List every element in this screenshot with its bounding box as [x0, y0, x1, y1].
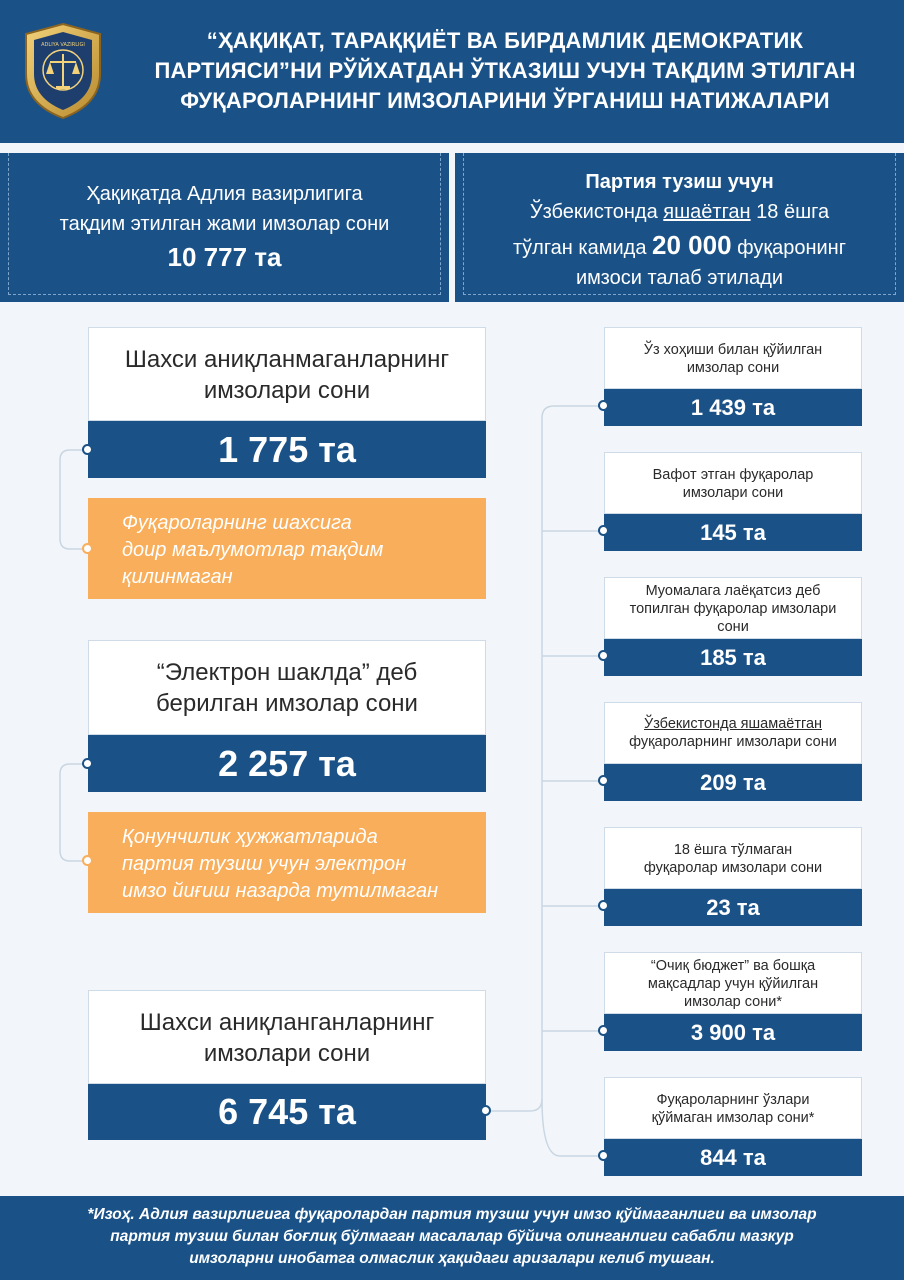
underage-signatures-card — [604, 827, 862, 889]
logo-text: ADLIYA VAZIRLIGI — [41, 42, 85, 48]
total-signatures-value: 10 777 та — [167, 242, 282, 272]
card-label-line: имзолар сони* — [684, 994, 782, 1010]
forged-signatures-value: 844 та — [604, 1139, 862, 1176]
requirement-heading: Партия тузиш учун — [585, 171, 774, 193]
voluntary-signatures-card — [604, 327, 862, 389]
requirement-line: тўлган камида 20 000 фуқаронинг — [513, 230, 846, 260]
card-label-line: Шахси аниқланмаганларнинг — [124, 346, 450, 373]
requirement-line: имзоси талаб этилади — [575, 267, 784, 289]
underage-signatures-value: 23 та — [604, 889, 862, 926]
card-label-line: сони — [717, 619, 749, 635]
card-label-line: “Очиқ бюджет” ва бошқа — [650, 958, 816, 974]
connector-dot — [598, 900, 609, 911]
title-line: ФУҚАРОЛАРНИНГ ИМЗОЛАРИНИ ЎРГАНИШ НАТИЖАЛАРИ — [180, 88, 830, 113]
title-line: ПАРТИЯСИ”НИ РЎЙХАТДАН ЎТКАЗИШ УЧУН ТАҚДИМ ЭТИЛГАН — [154, 58, 856, 83]
card-label-line: имзолари сони — [203, 377, 371, 404]
connector-dot — [480, 1105, 491, 1116]
connector-dot — [82, 758, 93, 769]
title-line: “ҲАҚИҚАТ, ТАРАҚҚИЁТ ВА БИРДАМЛИК ДЕМОКРАТИК — [206, 28, 804, 53]
footnote — [0, 1196, 904, 1280]
total-label-line: тақдим этилган жами имзолар сони — [59, 213, 390, 235]
requirement-line: Ўзбекистонда яшаётган 18 ёшга — [529, 201, 830, 223]
card-label-line: имзолари сони — [203, 1040, 371, 1067]
open-budget-signatures-card — [604, 952, 862, 1014]
electronic-reason-note — [88, 812, 486, 913]
connector-dot — [598, 400, 609, 411]
card-label-line: берилган имзолар сони — [156, 690, 418, 717]
identified-signatures-card — [88, 990, 486, 1084]
card-label-line: “Электрон шаклда” деб — [156, 659, 418, 686]
electronic-signatures-card — [88, 640, 486, 735]
card-label-line: имзолар сони — [686, 360, 780, 376]
card-label-line: Ўз хоҳиши билан қўйилган — [643, 342, 823, 358]
note-line: доир маълумотлар тақдим — [122, 539, 384, 561]
card-label-line: Фуқароларнинг ўзлари — [656, 1092, 810, 1108]
card-label-line: 18 ёшга тўлмаган — [673, 842, 793, 858]
card-label-line: Ўзбекистонда яшамаётган — [643, 716, 823, 732]
footnote-line: имзоларни инобатга олмаслик ҳақидаги аризалари келиб тушган. — [189, 1250, 715, 1267]
connector-dot — [598, 1150, 609, 1161]
unidentified-reason-note — [88, 498, 486, 599]
footnote-line: партия тузиш билан боғлиқ бўлмаган масалалар бўйича олинганлиги сабабли мазкур — [110, 1228, 794, 1245]
connector-dot — [598, 1025, 609, 1036]
connector-dot — [82, 543, 93, 554]
card-label-line: фуқароларнинг имзолари сони — [629, 734, 837, 750]
deceased-signatures-value: 145 та — [604, 514, 862, 551]
total-label-line: Ҳақиқатда Адлия вазирлигига — [86, 183, 363, 205]
unidentified-signatures-value: 1 775 та — [88, 421, 486, 478]
note-line: партия тузиш учун электрон — [122, 853, 407, 875]
voluntary-signatures-value: 1 439 та — [604, 389, 862, 426]
unidentified-signatures-card — [88, 327, 486, 421]
card-label-line: Вафот этган фуқаролар — [652, 467, 814, 483]
card-label-line: топилган фуқаролар имзолари — [629, 601, 837, 617]
non-resident-signatures-value: 209 та — [604, 764, 862, 801]
deceased-signatures-card — [604, 452, 862, 514]
connector-dot — [82, 444, 93, 455]
forged-signatures-card — [604, 1077, 862, 1139]
incapacitated-signatures-value: 185 та — [604, 639, 862, 676]
note-line: имзо йиғиш назарда тутилмаган — [122, 880, 439, 902]
note-line: Фуқароларнинг шахсига — [122, 512, 352, 534]
card-label-line: фуқаролар имзолари сони — [643, 860, 823, 876]
note-line: қилинмаган — [122, 566, 233, 588]
card-label-line: Шахси аниқланганларнинг — [139, 1009, 435, 1036]
connector-dot — [598, 525, 609, 536]
card-label-line: Муомалага лаёқатсиз деб — [645, 583, 821, 599]
open-budget-signatures-value: 3 900 та — [604, 1014, 862, 1051]
incapacitated-signatures-card — [604, 577, 862, 639]
footnote-line: *Изоҳ. Адлия вазирлигига фуқаролардан партия тузиш учун имзо қўймаганлиги ва имзолар — [87, 1206, 817, 1223]
card-label-line: имзолари сони — [682, 485, 784, 501]
required-count: 20 000 — [652, 230, 732, 260]
non-resident-signatures-card — [604, 702, 862, 764]
electronic-signatures-value: 2 257 та — [88, 735, 486, 792]
connector-dot — [598, 650, 609, 661]
connector-dot — [82, 855, 93, 866]
card-label-line: қўймаган имзолар сони* — [651, 1110, 815, 1126]
connector-dot — [598, 775, 609, 786]
identified-signatures-value: 6 745 та — [88, 1084, 486, 1140]
note-line: Қонунчилик ҳужжатларида — [122, 826, 378, 848]
card-label-line: мақсадлар учун қўйилган — [647, 976, 819, 992]
